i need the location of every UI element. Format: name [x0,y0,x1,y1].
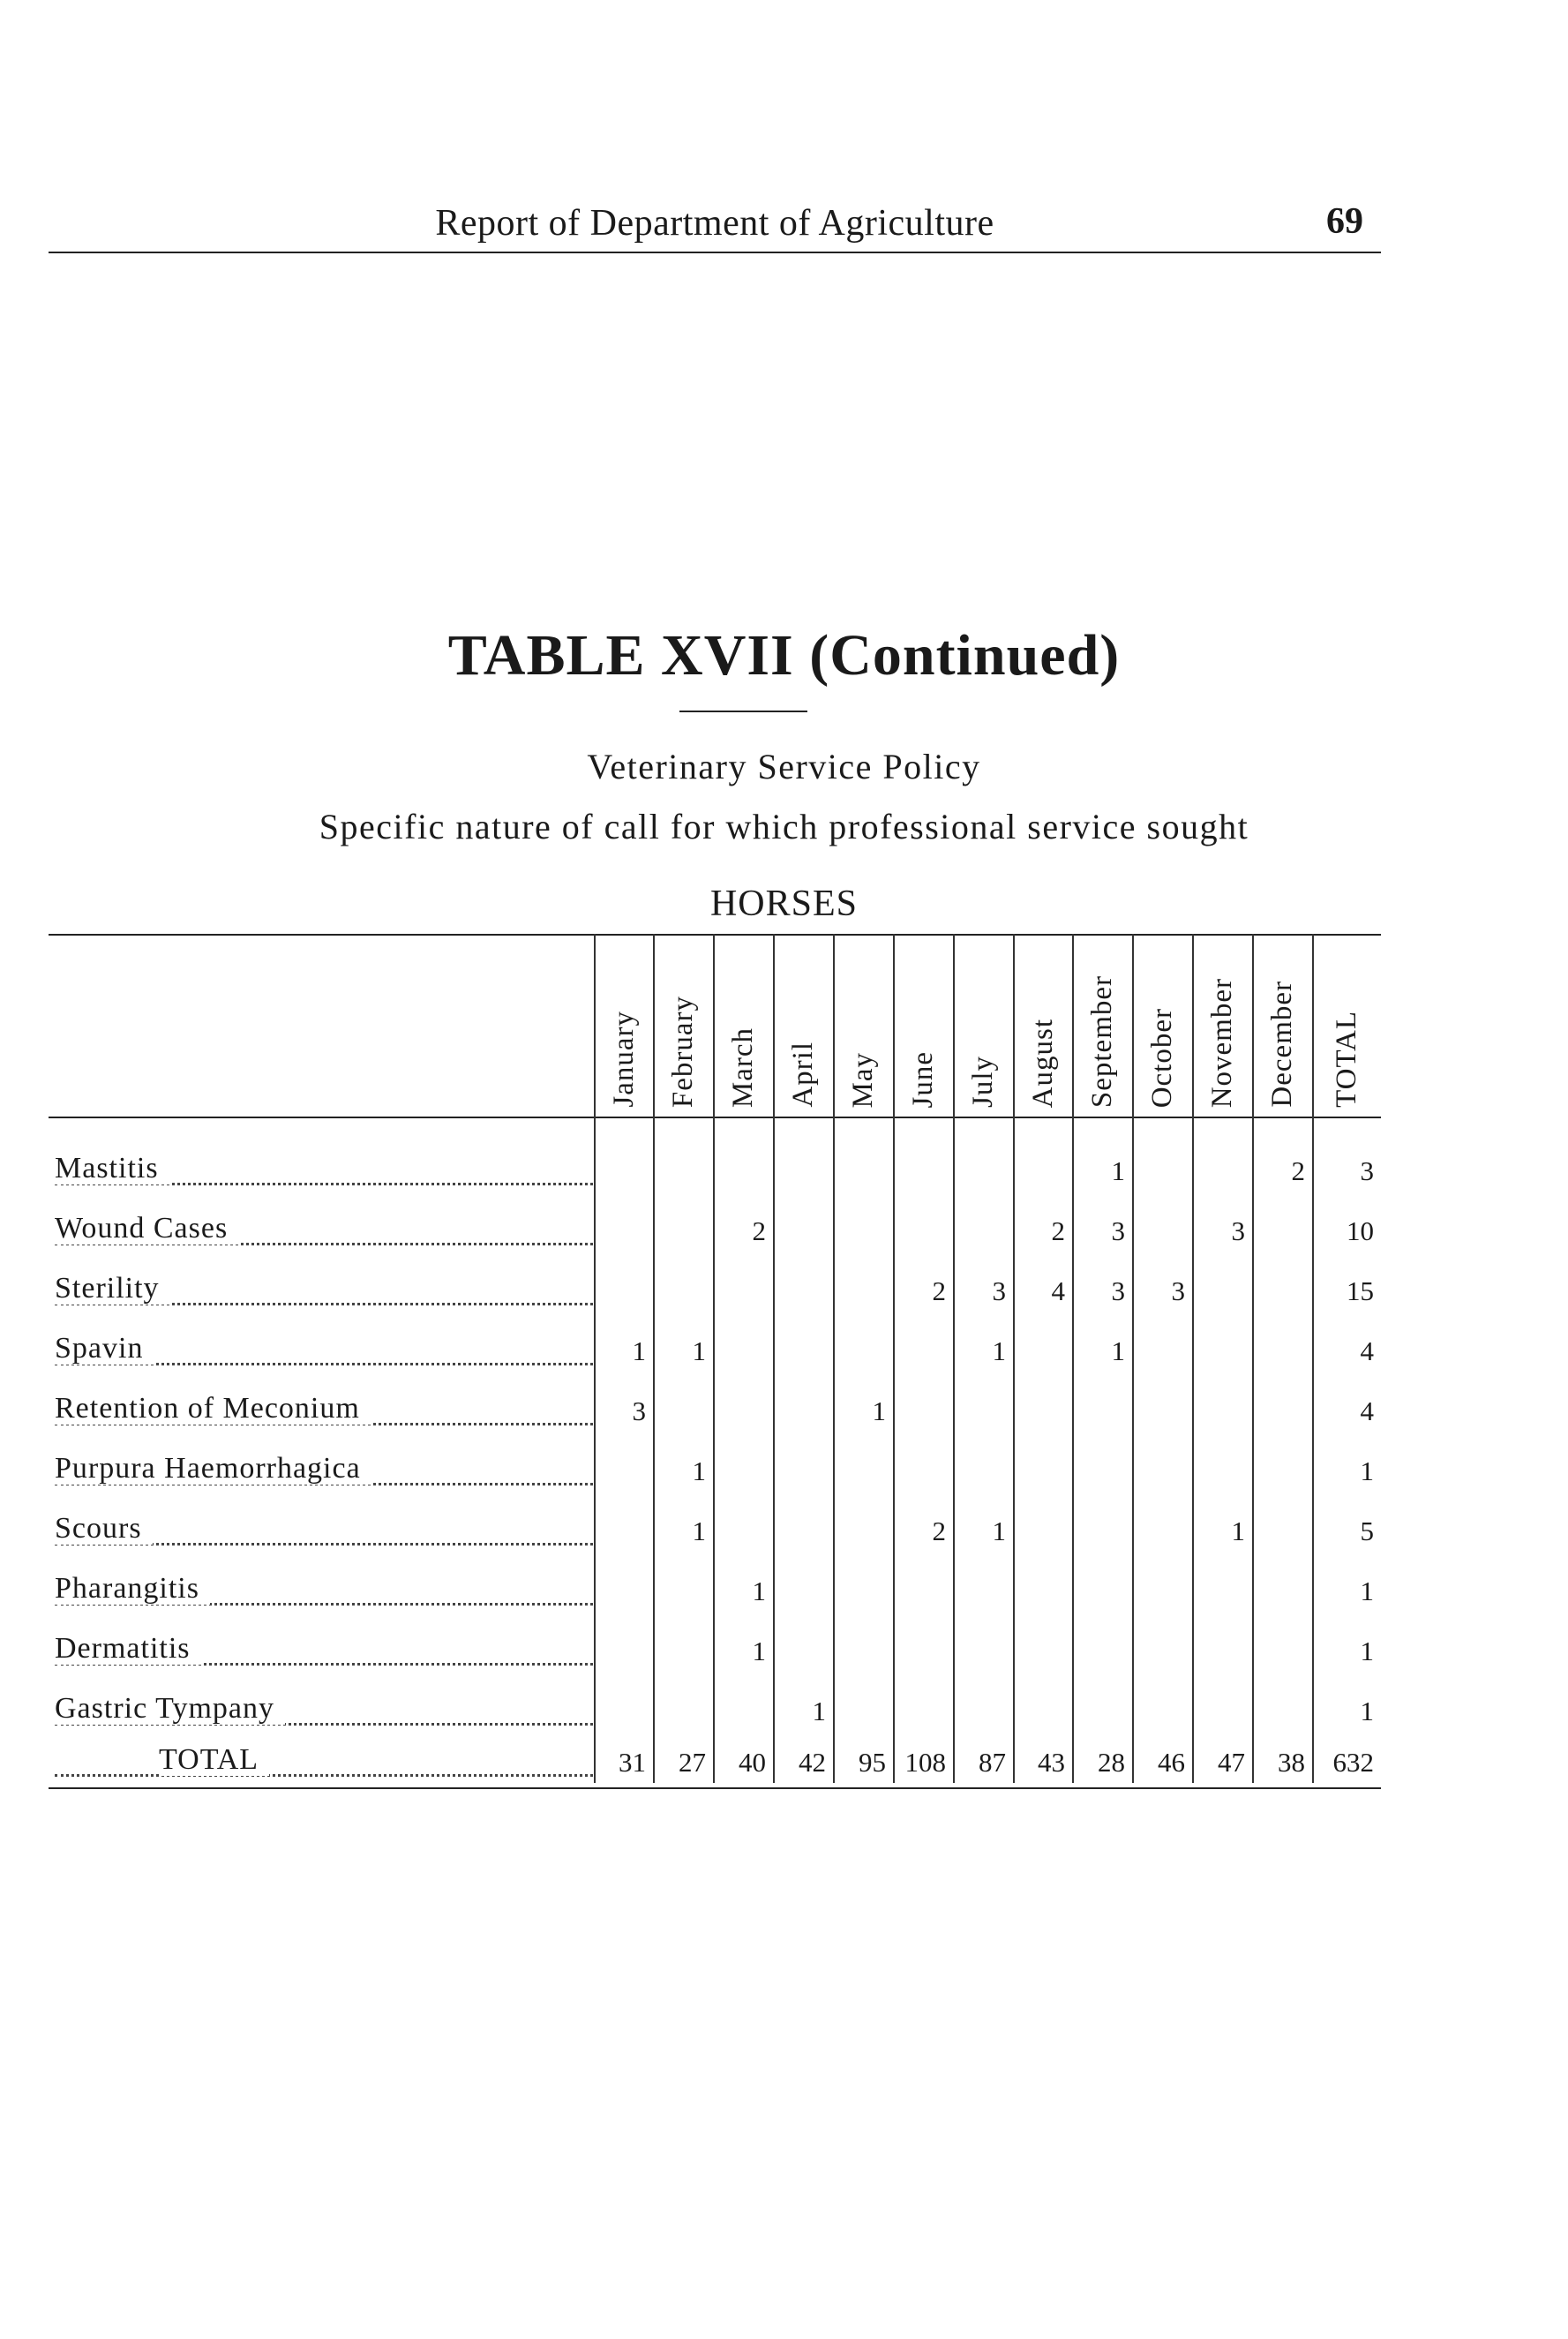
row-total-cell: 1 [1360,1455,1374,1486]
title-rule [679,711,807,712]
table-cell [773,1574,826,1609]
table-cell [593,1154,646,1189]
row-label-text: Scours [55,1512,153,1545]
table-cell [953,1394,1006,1429]
row-total-cell: 4 [1360,1395,1374,1426]
table-cell [1192,1454,1245,1489]
table-cell [1192,1154,1245,1189]
table-cell [1192,1574,1245,1609]
table-cell [773,1454,826,1489]
table-cell [773,1394,826,1429]
table-cell [593,1634,646,1669]
table-cell [713,1274,766,1309]
table-cell [1132,1514,1185,1549]
row-label-text: Mastitis [55,1152,169,1185]
section-heading: HORSES [709,884,859,924]
running-head [49,199,1381,253]
column-header-march: March [727,1027,759,1108]
table-cell: 2 [932,1275,946,1306]
table-cell: 1 [992,1515,1006,1546]
table-cell: 1 [692,1335,706,1366]
table-cell [773,1214,826,1249]
table-cell [893,1214,946,1249]
table-cell [1252,1454,1305,1489]
table-cell: 38 [1278,1747,1305,1778]
table-cell [1252,1694,1305,1729]
table-cell [653,1214,706,1249]
table-cell: 3 [1171,1275,1185,1306]
table-cell [833,1514,886,1549]
table-cell: 3 [1111,1215,1125,1246]
table-cell [653,1574,706,1609]
table-cell [1132,1634,1185,1669]
row-total-cell: 15 [1347,1275,1374,1306]
table-cell [1132,1334,1185,1369]
row-total-cell: 632 [1332,1747,1374,1778]
leader-dots [55,1774,593,1777]
row-label-text: Spavin [55,1332,154,1365]
column-header-january: January [607,1011,640,1108]
table-cell [1132,1394,1185,1429]
column-header-august: August [1026,1018,1059,1108]
table-cell [953,1634,1006,1669]
column-header-september: September [1086,974,1118,1108]
table-cell: 87 [979,1747,1006,1778]
table-cell [1252,1334,1305,1369]
table-cell [833,1274,886,1309]
table-cell [713,1694,766,1729]
table-cell: 3 [992,1275,1006,1306]
table-cell: 1 [692,1455,706,1486]
table-cell: 40 [739,1747,766,1778]
table-cell [713,1394,766,1429]
table-cell [1192,1274,1245,1309]
table-cell [1192,1694,1245,1729]
table-cell: 1 [872,1395,886,1426]
table-cell [1012,1394,1065,1429]
table-cell [593,1214,646,1249]
table-cell: 2 [1291,1155,1305,1186]
table-cell: 3 [1231,1215,1245,1246]
table-cell: 3 [632,1395,646,1426]
table-cell: 1 [1111,1335,1125,1366]
table-cell [593,1514,646,1549]
table-cell [773,1514,826,1549]
row-label [55,1572,593,1614]
row-total-cell: 10 [1347,1215,1374,1246]
table-cell: 1 [692,1515,706,1546]
table-cell [833,1454,886,1489]
table-cell [833,1154,886,1189]
table-cell [773,1634,826,1669]
table-cell [1252,1634,1305,1669]
table-cell [1192,1634,1245,1669]
table-cell [593,1694,646,1729]
column-header-february: February [667,995,699,1108]
table-cell [833,1634,886,1669]
table-cell [593,1274,646,1309]
table-cell [713,1154,766,1189]
column-header-total: TOTAL [1331,1011,1362,1108]
table-cell: 1 [752,1636,766,1666]
table-cell: 1 [1111,1155,1125,1186]
column-header-november: November [1206,977,1238,1108]
table-cell [893,1694,946,1729]
table-cell [1012,1454,1065,1489]
table-cell [1012,1514,1065,1549]
table-cell [653,1394,706,1429]
table-cell [893,1574,946,1609]
table-cell: 1 [632,1335,646,1366]
row-label-text: Purpura Haemorrhagica [55,1452,371,1485]
table-cell [833,1574,886,1609]
table-cell [593,1454,646,1489]
row-label-text: Retention of Meconium [55,1392,371,1425]
table-cell [1252,1574,1305,1609]
column-header-july: July [967,1055,999,1108]
table-cell [1072,1694,1125,1729]
row-total-cell: 1 [1360,1696,1374,1726]
row-label [55,1392,593,1434]
table-cell: 2 [1051,1215,1065,1246]
row-label [55,1512,593,1554]
table-cell: 3 [1111,1275,1125,1306]
table-cell [953,1214,1006,1249]
table-cell [833,1334,886,1369]
table-cell [1012,1334,1065,1369]
table-cell [653,1694,706,1729]
table-cell: 46 [1158,1747,1185,1778]
table-cell [1072,1514,1125,1549]
row-total-cell: 1 [1360,1576,1374,1606]
table-cell [653,1274,706,1309]
table-cell [893,1334,946,1369]
table-bottom-rule [49,1787,1381,1789]
table-cell [1072,1454,1125,1489]
table-cell [1132,1574,1185,1609]
row-total-cell: 3 [1360,1155,1374,1186]
table-cell [773,1274,826,1309]
table-cell [953,1574,1006,1609]
table-cell [953,1454,1006,1489]
table-cell: 1 [992,1335,1006,1366]
table-title: TABLE XVII (Continued) [447,623,1121,688]
table-cell: 2 [752,1215,766,1246]
row-label-text: TOTAL [159,1743,269,1776]
table-cell [1012,1154,1065,1189]
table-cell [773,1334,826,1369]
column-header-may: May [847,1051,879,1108]
row-total-cell: 1 [1360,1636,1374,1666]
table-cell [1072,1634,1125,1669]
table-cell: 1 [1231,1515,1245,1546]
table-cell [593,1574,646,1609]
table-cell [1192,1334,1245,1369]
table-cell [653,1154,706,1189]
row-total-cell: 5 [1360,1515,1374,1546]
header-bottom-rule [49,1117,1381,1118]
table-cell [1012,1574,1065,1609]
row-label [55,1692,593,1734]
table-cell [1252,1514,1305,1549]
table-cell [1192,1394,1245,1429]
column-header-october: October [1146,1007,1178,1108]
table-cell [1132,1154,1185,1189]
row-label [55,1212,593,1254]
table-cell [893,1454,946,1489]
row-total-cell: 4 [1360,1335,1374,1366]
table-cell [1252,1394,1305,1429]
column-header-april: April [787,1042,819,1108]
table-cell [1012,1634,1065,1669]
table-cell: 4 [1051,1275,1065,1306]
table-cell [713,1514,766,1549]
row-label-text: Wound Cases [55,1212,238,1245]
total-row-label [55,1743,593,1786]
row-label [55,1152,593,1194]
table-cell [1132,1214,1185,1249]
table-cell [833,1214,886,1249]
row-label [55,1272,593,1314]
table-cell [893,1394,946,1429]
table-cell [773,1154,826,1189]
table-cell [833,1694,886,1729]
table-cell: 2 [932,1515,946,1546]
table-cell [1072,1574,1125,1609]
page-number: 69 [1326,201,1363,242]
running-title: Report of Department of Agriculture [435,203,994,244]
row-label [55,1632,593,1674]
table-cell [1132,1454,1185,1489]
table-cell: 1 [752,1576,766,1606]
table-cell: 108 [904,1747,946,1778]
table-cell [713,1334,766,1369]
table-cell: 28 [1098,1747,1125,1778]
table-cell [953,1694,1006,1729]
table-cell [893,1634,946,1669]
table-cell [1132,1694,1185,1729]
column-header-june: June [907,1050,939,1108]
table-cell [1252,1274,1305,1309]
table-cell: 27 [679,1747,706,1778]
table-cell [893,1154,946,1189]
table-cell: 31 [619,1747,646,1778]
table-cell: 42 [799,1747,826,1778]
table-cell [713,1454,766,1489]
row-label [55,1332,593,1374]
table-cell: 47 [1218,1747,1245,1778]
table-cell [653,1634,706,1669]
table-cell: 95 [859,1747,886,1778]
row-label-text: Gastric Tympany [55,1692,285,1725]
table-cell: 1 [812,1696,826,1726]
row-label [55,1452,593,1494]
table-cell [1252,1214,1305,1249]
table-cell [1072,1394,1125,1429]
column-header-december: December [1266,981,1298,1108]
table-description: Specific nature of call for which professional service sought [319,807,1249,846]
table-cell [953,1154,1006,1189]
table-subtitle: Veterinary Service Policy [587,747,981,786]
table-top-rule [49,934,1381,936]
table-cell [1012,1694,1065,1729]
row-label-text: Pharangitis [55,1572,210,1605]
row-label-text: Sterility [55,1272,170,1305]
table-cell: 43 [1038,1747,1065,1778]
row-label-text: Dermatitis [55,1632,201,1665]
